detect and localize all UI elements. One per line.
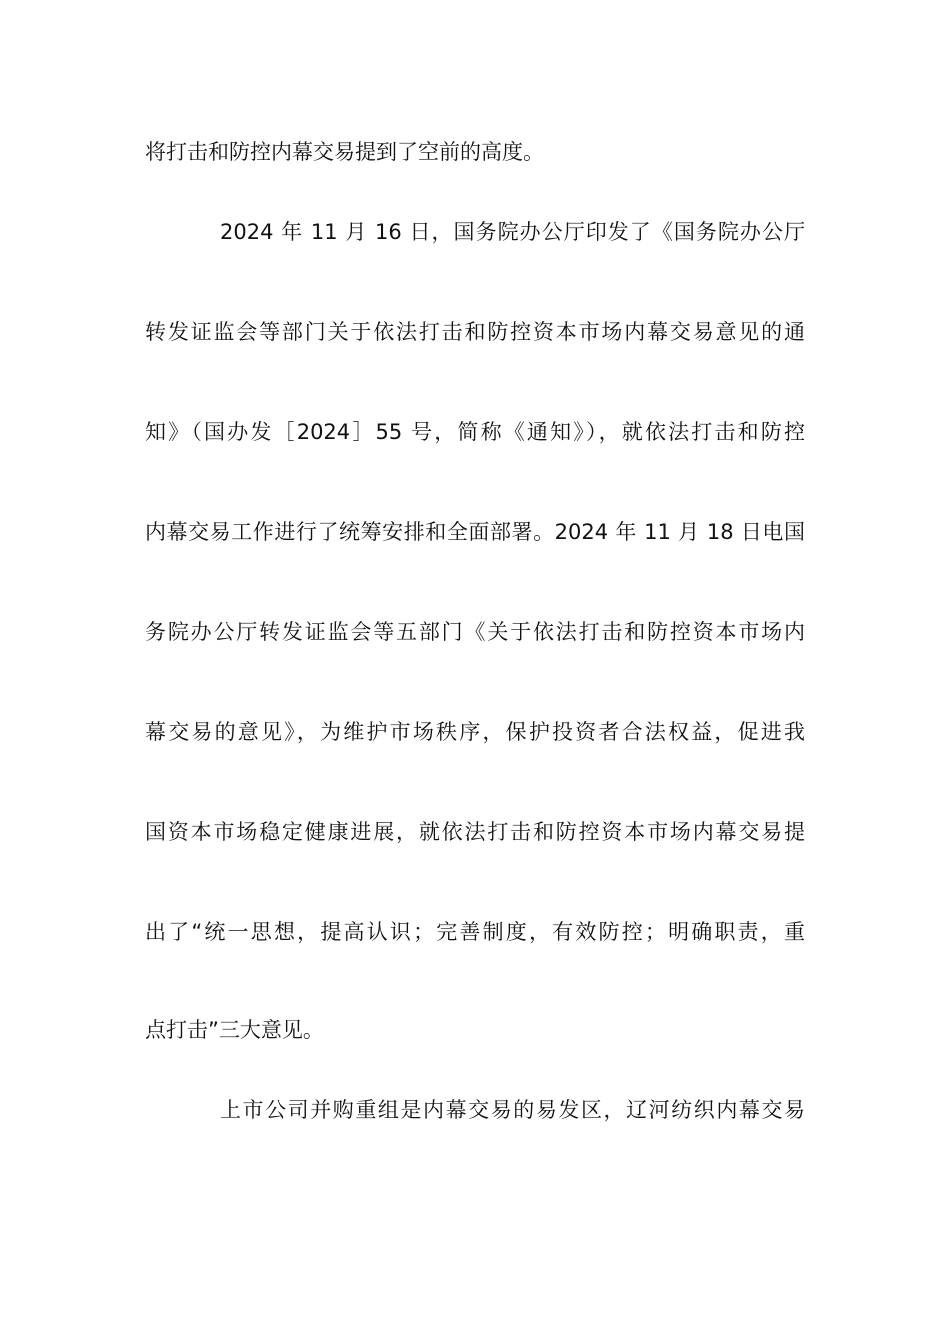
paragraph-line: 出了“统一思想，提高认识；完善制度，有效防控；明确职责，重	[145, 920, 805, 944]
paragraph-line: 内幕交易工作进行了统筹安排和全面部署。2024 年 11 月 18 日电国	[145, 520, 805, 544]
paragraph-line: 知》（国办发［2024］55 号，简称《通知》），就依法打击和防控	[145, 420, 805, 444]
paragraph-line: 国资本市场稳定健康进展，就依法打击和防控资本市场内幕交易提	[145, 820, 805, 844]
paragraph-line: 2024 年 11 月 16 日，国务院办公厅印发了《国务院办公厅	[220, 220, 805, 244]
paragraph-line: 点打击”三大意见。	[145, 1018, 324, 1042]
paragraph-line: 幕交易的意见》，为维护市场秩序，保护投资者合法权益，促进我	[145, 720, 805, 744]
paragraph-line: 将打击和防控内幕交易提到了空前的高度。	[145, 140, 544, 164]
paragraph-line: 转发证监会等部门关于依法打击和防控资本市场内幕交易意见的通	[145, 320, 805, 344]
paragraph-line: 上市公司并购重组是内幕交易的易发区，辽河纺织内幕交易	[220, 1098, 805, 1122]
paragraph-line: 务院办公厅转发证监会等五部门《关于依法打击和防控资本市场内	[145, 620, 805, 644]
